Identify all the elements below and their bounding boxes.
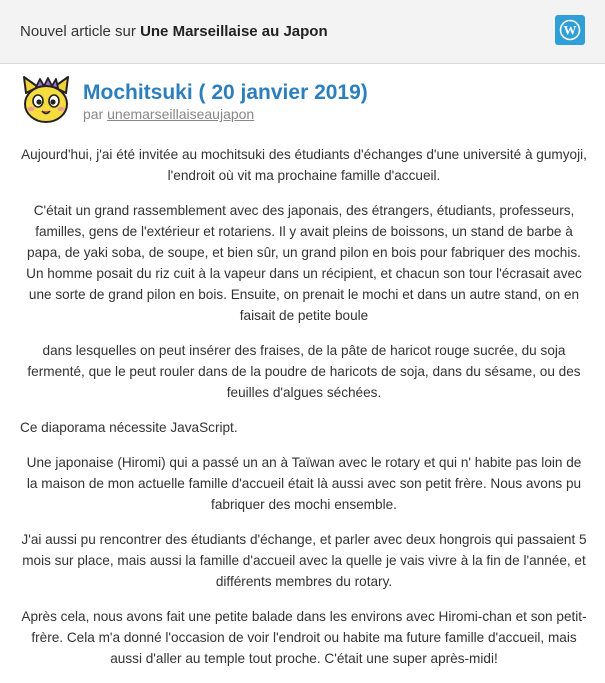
byline-prefix: par	[83, 106, 104, 122]
paragraph: J'ai aussi pu rencontrer des étudiants d'échange, et parler avec deux hongrois qui passaient 5 mois sur place, mais aussi la famille d'accueil avec la quelle je vais vivre à la fin de l'année, et différents membres du rotary.	[21, 532, 587, 589]
paragraph: Une japonaise (Hiromi) qui a passé un an à Taïwan avec le rotary et qui n' habite pas loin de la maison de mon actuelle famille d'accueil était là aussi avec son petit frère. Nous avons pu fabriquer des mochi ensemble.	[26, 455, 582, 512]
post-content	[20, 144, 588, 683]
site-name-link[interactable]: Une Marseillaise au Japon	[140, 23, 328, 40]
paragraph: dans lesquelles on peut insérer des fraises, de la pâte de haricot rouge sucrée, du soja fermenté, que le peut rouler dans de la poudre de haricots de soja, dans du sésame, ou des feuilles d'algues séchées.	[27, 343, 581, 400]
post-title[interactable]: Mochitsuki ( 20 janvier 2019)	[83, 81, 368, 104]
post-header	[20, 73, 580, 131]
author-link[interactable]: unemarseillaiseaujapon	[107, 106, 255, 122]
slideshow-notice: Ce diaporama nécessite JavaScript.	[20, 420, 238, 435]
author-avatar[interactable]	[20, 73, 72, 125]
paragraph: Après cela, nous avons fait une petite balade dans les environs avec Hiromi-chan et son petit-frère. Cela m'a donné l'occasion de voir l'endroit ou habite ma future famille d'accueil, mais aussi d'aller au temple tout proche. C'était une super après-midi!	[21, 609, 587, 666]
paragraph: Aujourd'hui, j'ai été invitée au mochitsuki des étudiants d'échanges d'une université à gumyoji, l'endroit où vit ma prochaine famille d'accueil.	[21, 147, 587, 183]
wordpress-logo-icon[interactable]	[555, 15, 585, 45]
svg-text:W: W	[563, 22, 577, 38]
notification-header	[0, 0, 605, 64]
header-text	[20, 23, 328, 40]
paragraph: C'était un grand rassemblement avec des japonais, des étrangers, étudiants, professeurs, familles, gens de l'extérieur et rotariens. Il y avait pleins de boissons, un stand de barbe à papa, de yaki soba, de soupe, et bien sûr, un grand pilon en bois pour fabriquer des mochis. Un homme posait du riz cuit à la vapeur dans un récipient, et chacun son tour l'écrasait avec une sorte de grand pilon en bois. Ensuite, on prenait le mochi et dans un autre stand, on en faisait de petite boule	[26, 203, 582, 323]
header-prefix: Nouvel article sur	[20, 23, 136, 40]
byline	[83, 106, 254, 122]
